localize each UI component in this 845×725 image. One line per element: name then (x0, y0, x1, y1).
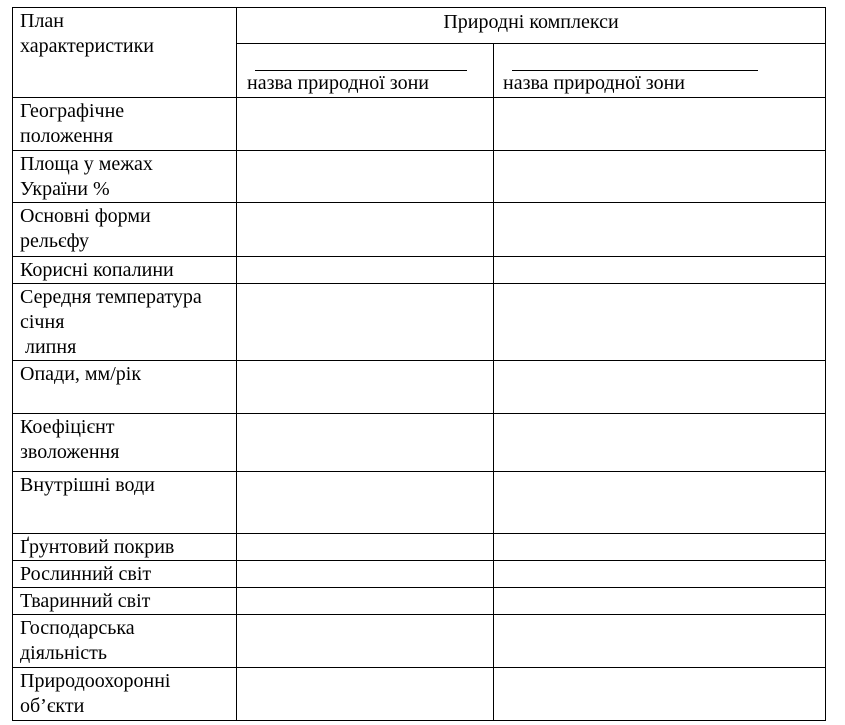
row-label-line: Ґрунтовий покрив (20, 536, 175, 558)
header-row (13, 8, 826, 44)
row-label-moisture-coefficient (13, 414, 237, 472)
row-label-temperature (13, 284, 237, 361)
answer-cell-zone-1[interactable] (237, 561, 494, 588)
answer-cell-zone-2[interactable] (494, 98, 826, 151)
plan-label-line1: План (20, 10, 65, 32)
answer-cell-zone-2[interactable] (494, 615, 826, 668)
table-row (13, 588, 826, 615)
table-row (13, 534, 826, 561)
row-label-line: липня (25, 336, 77, 358)
zone-name-caption-2: назва природної зони (503, 72, 685, 94)
answer-cell-zone-2[interactable] (494, 361, 826, 414)
answer-cell-zone-2[interactable] (494, 588, 826, 615)
table-row (13, 361, 826, 414)
row-label-relief (13, 203, 237, 257)
answer-cell-zone-1[interactable] (237, 668, 494, 721)
plan-label-line2: характеристики (20, 35, 155, 57)
row-label-precipitation (13, 361, 237, 414)
table-row (13, 414, 826, 472)
row-label-line: Господарська (20, 617, 135, 639)
plan-characteristics-header (13, 8, 237, 98)
answer-cell-zone-1[interactable] (237, 203, 494, 257)
answer-cell-zone-1[interactable] (237, 151, 494, 203)
row-label-inland-waters (13, 472, 237, 534)
table-row (13, 472, 826, 534)
row-label-line: рельєфу (20, 230, 90, 252)
row-label-line: Опади, мм/рік (20, 363, 142, 385)
row-label-line: діяльність (20, 642, 108, 664)
table-row (13, 203, 826, 257)
row-label-protected-objects (13, 668, 237, 721)
table-row (13, 284, 826, 361)
zone-name-caption-1: назва природної зони (247, 72, 429, 94)
row-label-fauna (13, 588, 237, 615)
row-label-line: Середня температура (20, 286, 202, 308)
table-row (13, 615, 826, 668)
table-row (13, 257, 826, 284)
table-row (13, 668, 826, 721)
answer-cell-zone-1[interactable] (237, 98, 494, 151)
row-label-line: Корисні копалини (20, 259, 174, 281)
row-label-line: Природоохоронні (20, 670, 171, 692)
row-label-line: положення (20, 125, 113, 147)
row-label-geographic-position (13, 98, 237, 151)
natural-complexes-table (12, 7, 826, 721)
answer-cell-zone-2[interactable] (494, 257, 826, 284)
answer-cell-zone-1[interactable] (237, 361, 494, 414)
answer-cell-zone-2[interactable] (494, 284, 826, 361)
row-label-line: січня (20, 311, 65, 333)
natural-complexes-header: Природні комплекси (237, 8, 826, 44)
row-label-area (13, 151, 237, 203)
answer-cell-zone-1[interactable] (237, 615, 494, 668)
row-label-line: Внутрішні води (20, 474, 155, 496)
row-label-line: Географічне (20, 100, 125, 122)
zone-name-cell-2[interactable] (494, 44, 826, 98)
row-label-line: Рослинний світ (20, 563, 152, 585)
zone-name-cell-1[interactable] (237, 44, 494, 98)
row-label-flora (13, 561, 237, 588)
answer-cell-zone-1[interactable] (237, 257, 494, 284)
row-label-line: Площа у межах (20, 153, 153, 175)
answer-cell-zone-1[interactable] (237, 284, 494, 361)
answer-cell-zone-2[interactable] (494, 203, 826, 257)
answer-cell-zone-2[interactable] (494, 151, 826, 203)
row-label-line: України % (20, 178, 110, 200)
row-label-line: Тваринний світ (20, 590, 151, 612)
row-label-economic-activity (13, 615, 237, 668)
row-label-line: Коефіцієнт (20, 416, 115, 438)
row-label-line: об’єкти (20, 695, 85, 717)
row-label-soil-cover (13, 534, 237, 561)
answer-cell-zone-2[interactable] (494, 414, 826, 472)
table-row (13, 98, 826, 151)
answer-cell-zone-2[interactable] (494, 534, 826, 561)
answer-cell-zone-1[interactable] (237, 588, 494, 615)
row-label-minerals (13, 257, 237, 284)
row-label-line: зволоження (20, 441, 120, 463)
answer-cell-zone-2[interactable] (494, 668, 826, 721)
table-row (13, 561, 826, 588)
answer-cell-zone-1[interactable] (237, 472, 494, 534)
answer-cell-zone-2[interactable] (494, 561, 826, 588)
answer-cell-zone-2[interactable] (494, 472, 826, 534)
row-label-line: Основні форми (20, 205, 151, 227)
answer-cell-zone-1[interactable] (237, 534, 494, 561)
answer-cell-zone-1[interactable] (237, 414, 494, 472)
table-row (13, 151, 826, 203)
